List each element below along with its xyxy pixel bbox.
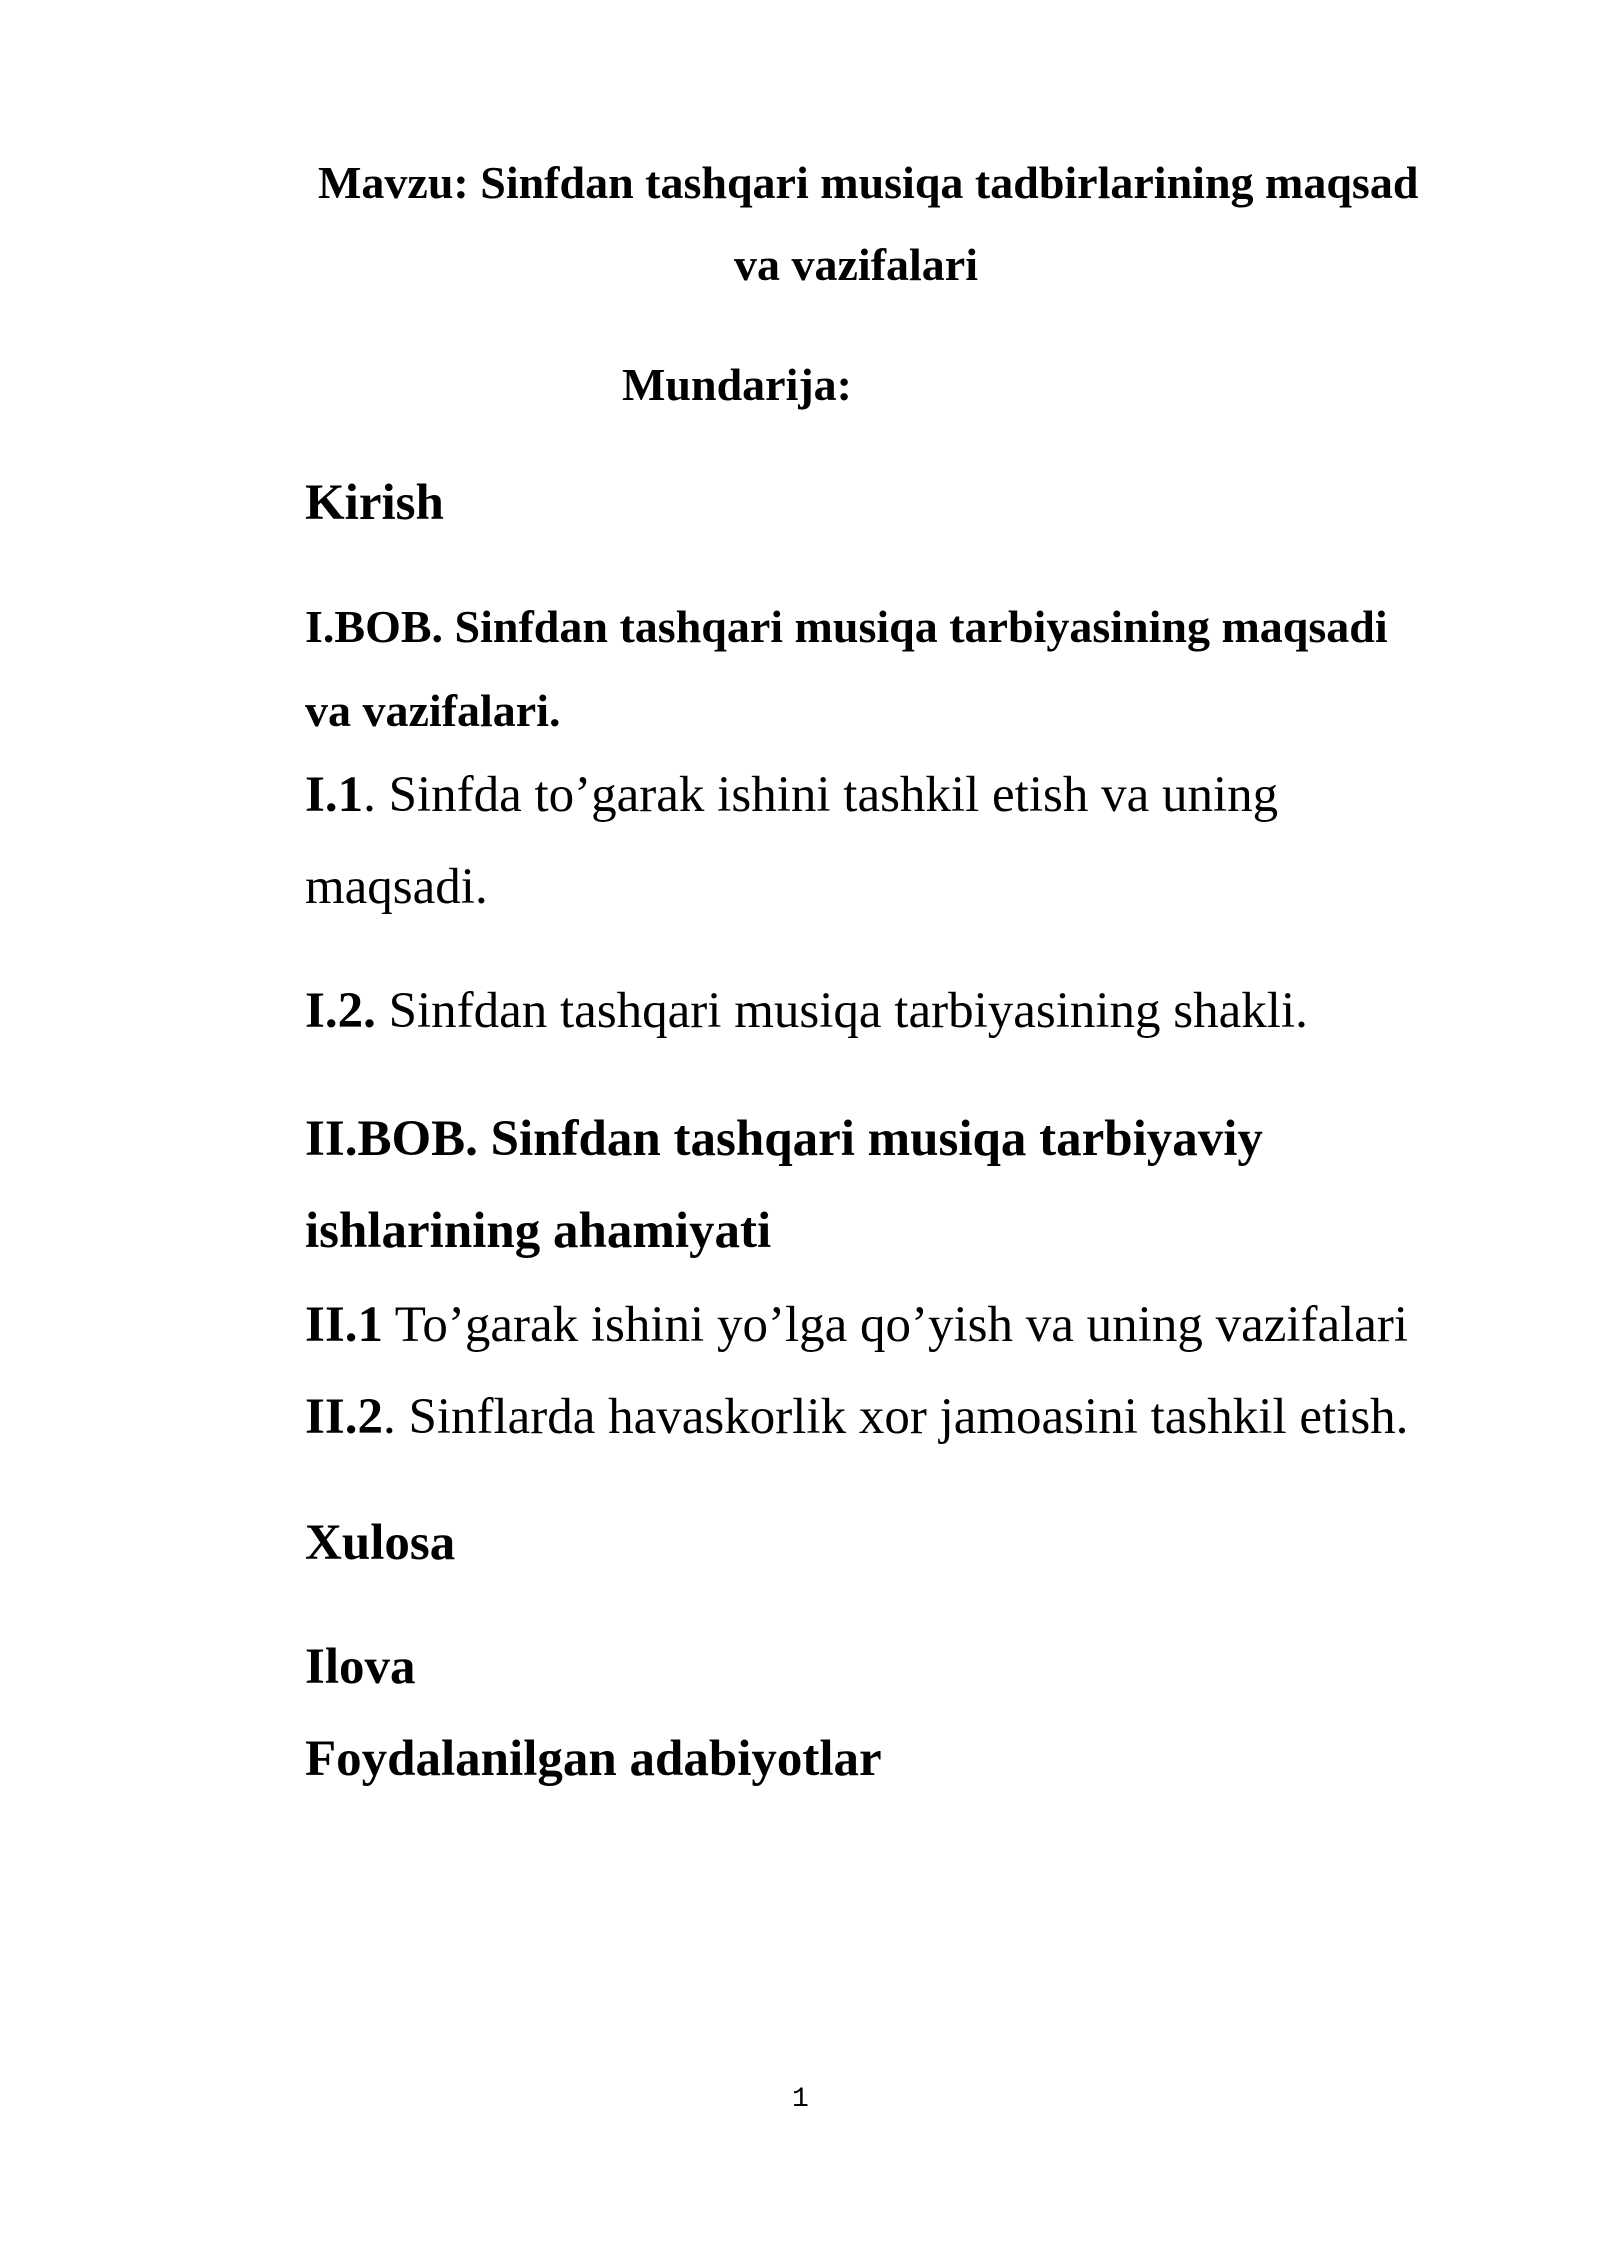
toc-entry-appendix: Ilova: [305, 1639, 416, 1695]
page-number: 1: [792, 2084, 809, 2115]
toc-entry-chapter-1-line-2: va vazifalari.: [305, 685, 561, 736]
section-title: Sinfdan tashqari musiqa tarbiyasining shakli.: [375, 983, 1308, 1039]
section-number: II.2: [305, 1389, 383, 1445]
document-title-line-2: va vazifalari: [734, 239, 978, 290]
document-title-line-1: Mavzu: Sinfdan tashqari musiqa tadbirlarining maqsad: [318, 157, 1419, 208]
toc-entry-intro: Kirish: [305, 475, 444, 531]
toc-heading: Mundarija:: [622, 359, 852, 410]
toc-entry-chapter-2-line-2: ishlarining ahamiyati: [305, 1203, 772, 1259]
toc-entry-section-2-2: [305, 1389, 1409, 1445]
section-number: I.1: [305, 767, 364, 823]
toc-entry-section-1-1-line-1: [305, 767, 1279, 823]
toc-entry-section-1-1-line-2: maqsadi.: [305, 859, 488, 915]
section-number: II.1: [305, 1297, 383, 1353]
toc-entry-chapter-1-line-1: I.BOB. Sinfdan tashqari musiqa tarbiyasining maqsadi: [305, 601, 1388, 652]
section-title: . Sinfda to’garak ishini tashkil etish va uning: [363, 767, 1279, 823]
toc-entry-chapter-2-line-1: II.BOB. Sinfdan tashqari musiqa tarbiyaviy: [305, 1111, 1263, 1167]
toc-entry-section-2-1: [305, 1297, 1409, 1353]
section-number: I.2.: [305, 983, 376, 1039]
toc-entry-references: Foydalanilgan adabiyotlar: [305, 1731, 882, 1787]
section-title: . Sinflarda havaskorlik xor jamoasini tashkil etish.: [382, 1389, 1409, 1445]
section-title: To’garak ishini yo’lga qo’yish va uning vazifalari: [382, 1297, 1409, 1353]
toc-entry-conclusion: Xulosa: [305, 1515, 456, 1571]
toc-entry-section-1-2: [305, 983, 1308, 1039]
